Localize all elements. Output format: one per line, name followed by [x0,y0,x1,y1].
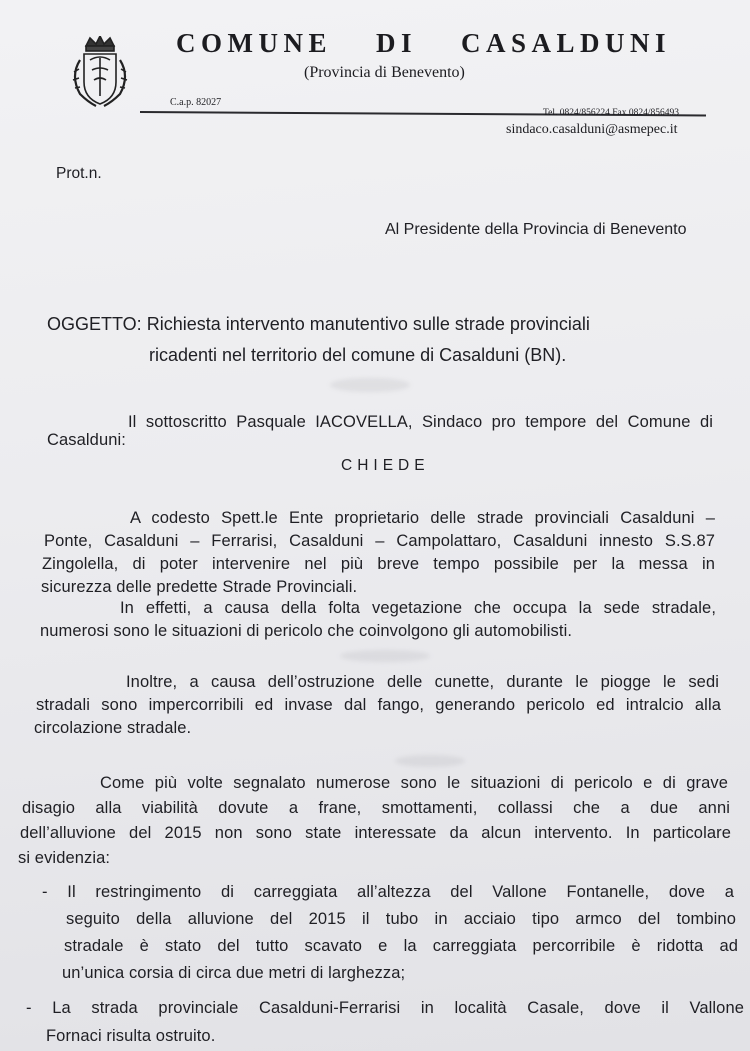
title-word-comune: COMUNE [176,28,332,58]
bullet-item-2-line: Fornaci risulta ostruito. [46,1027,216,1045]
bullet-item-1-line: un’unica corsia di circa due metri di larghezza; [62,964,406,982]
para1-line: sicurezza delle predette Strade Provinciali. [41,578,358,596]
paper-smudge [330,378,410,392]
subject-label: OGGETTO: [47,314,142,334]
phone-fax: Tel. 0824/856224 Fax 0824/856493 [543,108,680,118]
postal-code: C.a.p. 82027 [170,97,222,108]
municipality-title [176,28,671,59]
para3-line: circolazione stradale. [34,719,192,737]
province-subtitle: (Provincia di Benevento) [304,64,465,81]
request-heading: CHIEDE [341,457,430,474]
subject-text-2: ricadenti nel territorio del comune di Casalduni (BN). [149,345,567,365]
subject-line-1 [47,314,590,335]
bullet-item-1-line: seguito della alluvione del 2015 il tubo in acciaio tipo armco del tombino [66,910,736,928]
intro-line-1: Il sottoscritto Pasquale IACOVELLA, Sindaco pro tempore del Comune di [128,413,713,431]
coat-of-arms-icon [66,36,134,110]
title-word-casalduni: CASALDUNI [461,28,672,58]
para1-line: Zingolella, di poter intervenire nel più breve tempo possibile per la messa in [42,555,715,573]
addressee: Al Presidente della Provincia di Benevento [385,221,687,238]
para1-line: A codesto Spett.le Ente proprietario delle strade provinciali Casalduni – [130,509,715,527]
bullet-item-1: - Il restringimento di carreggiata all’altezza del Vallone Fontanelle, dove a [42,883,734,901]
para4-line: si evidenzia: [18,849,111,867]
bullet-item-2: - La strada provinciale Casalduni-Ferrarisi in località Casale, dove il Vallone [26,999,744,1017]
intro-line-2: Casalduni: [47,431,126,449]
para3-line: stradali sono impercorribili ed invase dal fango, generando pericolo ed intralcio alla [36,696,721,714]
para4-line: Come più volte segnalato numerose sono le situazioni di pericolo e di grave [100,774,728,792]
para2-line: numerosi sono le situazioni di pericolo che coinvolgono gli automobilisti. [40,622,573,640]
para2-line: In effetti, a causa della folta vegetazione che occupa la sede stradale, [120,599,716,617]
paper-smudge [340,650,430,662]
para4-line: disagio alla viabilità dovute a frane, smottamenti, collassi che a due anni [22,799,730,817]
para1-line: Ponte, Casalduni – Ferrarisi, Casalduni – Campolattaro, Casalduni innesto S.S.87 [44,532,715,550]
para3-line: Inoltre, a causa dell’ostruzione delle cunette, durante le piogge le sedi [126,673,719,691]
title-word-di: DI [376,28,418,58]
paper-smudge [395,755,465,767]
bullet-item-1-line: stradale è stato del tutto scavato e la carreggiata percorribile è ridotta ad [64,937,738,955]
para4-line: dell’alluvione del 2015 non sono state interessate da alcun intervento. In particolare [20,824,731,842]
pec-email: sindaco.casalduni@asmepec.it [506,122,678,137]
subject-text-1: Richiesta intervento manutentivo sulle strade provinciali [146,314,590,334]
protocol-number: Prot.n. [56,165,102,182]
